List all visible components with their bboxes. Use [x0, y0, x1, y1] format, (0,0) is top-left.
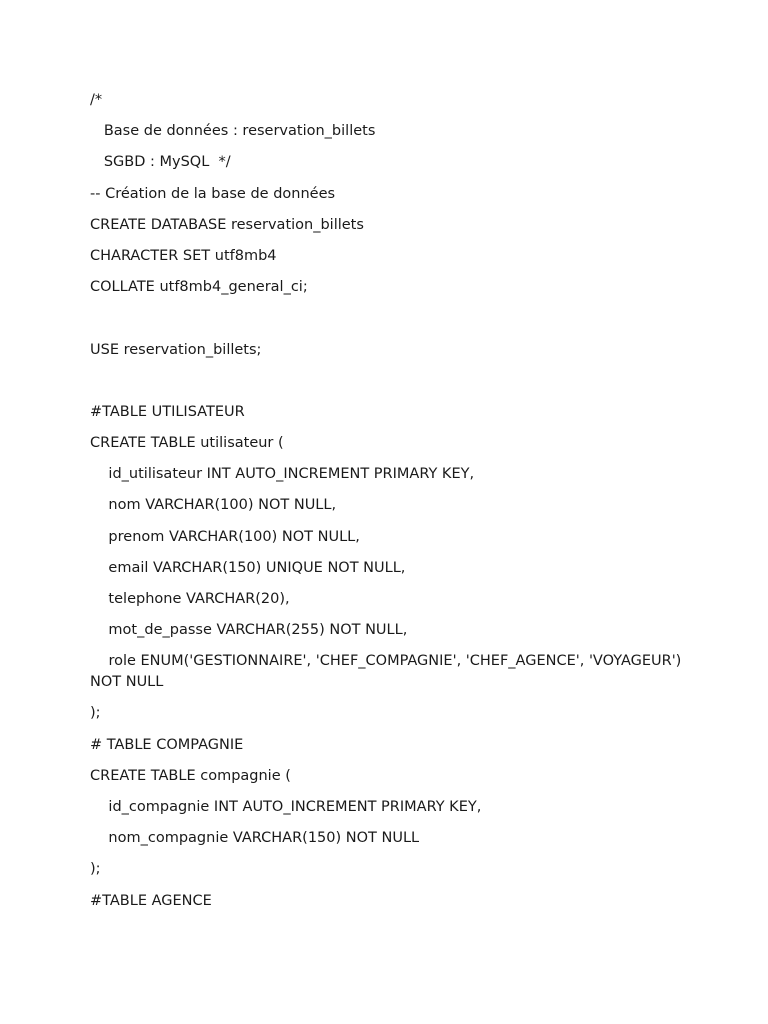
blank-line: [90, 371, 690, 402]
text-line: telephone VARCHAR(20),: [90, 591, 290, 607]
text-line: #TABLE UTILISATEUR: [90, 403, 245, 420]
text-line: nom VARCHAR(100) NOT NULL,: [90, 497, 337, 514]
text-line: /*: [90, 92, 103, 108]
blank-line: [90, 308, 690, 339]
text-line: id_utilisateur INT AUTO_INCREMENT PRIMARY KEY,: [90, 466, 475, 483]
text-line: Base de données : reservation_billets: [90, 123, 376, 140]
text-line: CREATE DATABASE reservation_billets: [90, 216, 364, 233]
text-line: );: [90, 705, 101, 722]
text-line: email VARCHAR(150) UNIQUE NOT NULL,: [90, 559, 406, 576]
text-line: SGBD : MySQL */: [90, 154, 231, 171]
text-line: prenom VARCHAR(100) NOT NULL,: [90, 528, 360, 545]
text-line: COLLATE utf8mb4_general_ci;: [90, 279, 308, 296]
text-line: role ENUM('GESTIONNAIRE', 'CHEF_COMPAGNIE', 'CHEF_AGENCE', 'VOYAGEUR') NOT NULL: [90, 653, 686, 691]
document-body: [90, 90, 690, 922]
text-line: CHARACTER SET utf8mb4: [90, 247, 277, 264]
text-line: );: [90, 861, 101, 878]
text-line: CREATE TABLE utilisateur (: [90, 435, 284, 452]
text-line: -- Création de la base de données: [90, 185, 336, 202]
text-line: CREATE TABLE compagnie (: [90, 767, 291, 784]
text-line: #TABLE AGENCE: [90, 892, 212, 909]
text-line: mot_de_passe VARCHAR(255) NOT NULL,: [90, 622, 408, 639]
text-line: USE reservation_billets;: [90, 341, 262, 358]
text-line: # TABLE COMPAGNIE: [90, 736, 244, 753]
text-line: nom_compagnie VARCHAR(150) NOT NULL: [90, 830, 420, 847]
text-line: id_compagnie INT AUTO_INCREMENT PRIMARY KEY,: [90, 798, 482, 815]
